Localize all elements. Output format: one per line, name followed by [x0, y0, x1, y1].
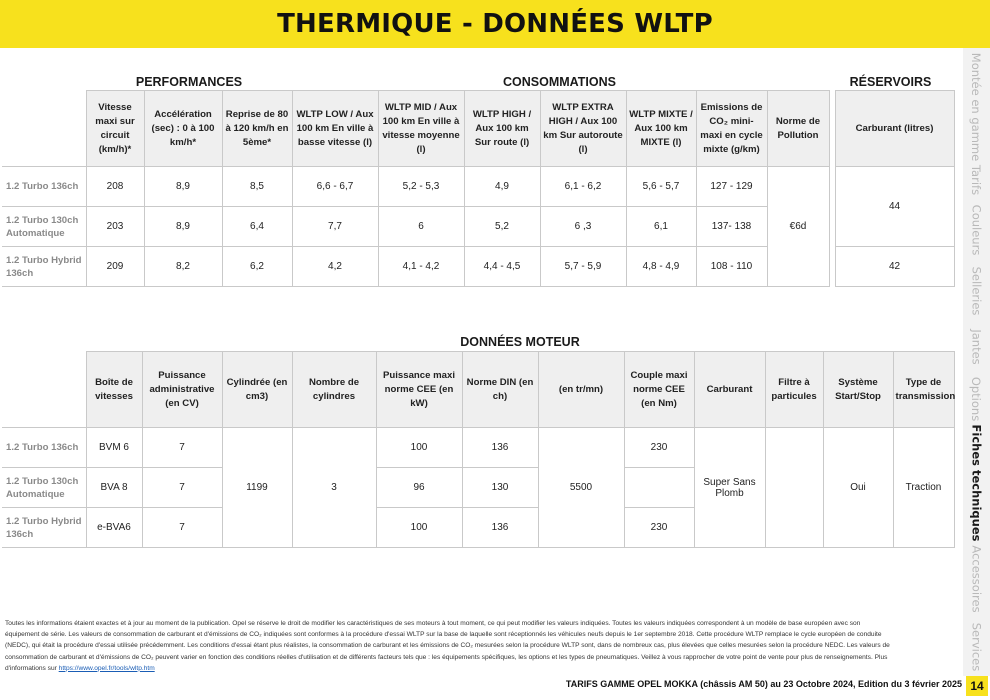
- header-wltp-mid: WLTP MID / Aux 100 km En ville à vitesse moyenne (l): [378, 91, 464, 167]
- header-puissance-admin: Puissance administrative (en CV): [142, 352, 222, 428]
- section-reservoirs: RÉSERVOIRS: [849, 75, 932, 89]
- wltp-table: [2, 90, 955, 287]
- cell-cylindree: 1199: [222, 428, 292, 548]
- footer-text: TARIFS GAMME OPEL MOKKA (châssis AM 50) au 23 Octobre 2024, Edition du 3 février 2025: [565, 679, 962, 689]
- cell-wltp-mixte: 4,8 - 4,9: [626, 247, 696, 287]
- row-label: 1.2 Turbo Hybrid 136ch: [2, 247, 86, 287]
- cell-reservoir: 44: [835, 167, 954, 247]
- row-label: 1.2 Turbo 136ch: [2, 167, 86, 207]
- header-wltp-extra-high: WLTP EXTRA HIGH / Aux 100 km Sur autoroute (l): [540, 91, 626, 167]
- nav-item-fiches-techniques[interactable]: Fiches techniques: [969, 424, 984, 542]
- cell-wltp-mixte: 6,1: [626, 207, 696, 247]
- cell-wltp-mid: 6: [378, 207, 464, 247]
- cell-filtre: [765, 428, 823, 548]
- engine-table: [2, 351, 955, 548]
- cell-wltp-mid: 5,2 - 5,3: [378, 167, 464, 207]
- table-row: [2, 428, 954, 468]
- cell-wltp-low: 4,2: [292, 247, 378, 287]
- nav-item-options[interactable]: Options: [969, 376, 984, 422]
- header-blank: [2, 91, 86, 167]
- cell-norme-din: 136: [462, 508, 538, 548]
- header-wltp-high: WLTP HIGH / Aux 100 km Sur route (l): [464, 91, 540, 167]
- header-puissance-cee: Puissance maxi norme CEE (en kW): [376, 352, 462, 428]
- nav-item-montee-en-gamme[interactable]: Montée en gamme: [969, 52, 984, 162]
- cell-couple: [624, 468, 694, 508]
- table-header-row: [2, 91, 954, 167]
- header-vitesse: Vitesse maxi sur circuit (km/h)*: [86, 91, 144, 167]
- table-row: [2, 167, 954, 207]
- cell-reprise: 6,2: [222, 247, 292, 287]
- row-label: 1.2 Turbo 136ch: [2, 428, 86, 468]
- cell-norme-din: 130: [462, 468, 538, 508]
- cell-couple: 230: [624, 508, 694, 548]
- header-norme-din: Norme DIN (en ch): [462, 352, 538, 428]
- cell-emissions: 108 - 110: [696, 247, 767, 287]
- header-filtre: Filtre à particules: [765, 352, 823, 428]
- nav-item-couleurs[interactable]: Couleurs: [969, 204, 984, 256]
- header-boite: Boîte de vitesses: [86, 352, 142, 428]
- cell-puissance-admin: 7: [142, 428, 222, 468]
- cell-tr-mn: 5500: [538, 428, 624, 548]
- cell-wltp-high: 4,9: [464, 167, 540, 207]
- nav-item-services[interactable]: Services: [969, 622, 984, 672]
- cell-wltp-mid: 4,1 - 4,2: [378, 247, 464, 287]
- cell-acceleration: 8,2: [144, 247, 222, 287]
- header-transmission: Type de transmission: [893, 352, 954, 428]
- cell-acceleration: 8,9: [144, 167, 222, 207]
- nav-item-jantes[interactable]: Jantes: [969, 329, 984, 365]
- cell-reprise: 6,4: [222, 207, 292, 247]
- cell-vitesse: 203: [86, 207, 144, 247]
- cell-norme-din: 136: [462, 428, 538, 468]
- row-label: 1.2 Turbo 130ch Automatique: [2, 468, 86, 508]
- cell-wltp-mixte: 5,6 - 5,7: [626, 167, 696, 207]
- cell-wltp-extra-high: 6,1 - 6,2: [540, 167, 626, 207]
- cell-reservoir: 42: [835, 247, 954, 287]
- header-norme-pollution: Norme de Pollution: [767, 91, 829, 167]
- cell-transmission: Traction: [893, 428, 954, 548]
- section-consommations: CONSOMMATIONS: [503, 75, 616, 89]
- side-navigation: [963, 48, 990, 676]
- cell-wltp-high: 4,4 - 4,5: [464, 247, 540, 287]
- header-emissions: Emissions de CO₂ mini-maxi en cycle mixte (g/km): [696, 91, 767, 167]
- table-header-row: [2, 352, 954, 428]
- section-performances: PERFORMANCES: [135, 75, 243, 89]
- header-acceleration: Accélération (sec) : 0 à 100 km/h*: [144, 91, 222, 167]
- nav-item-selleries[interactable]: Selleries: [969, 266, 984, 316]
- header-cylindree: Cylindrée (en cm3): [222, 352, 292, 428]
- cell-start-stop: Oui: [823, 428, 893, 548]
- wltp-link[interactable]: https://www.opel.fr/tools/wltp.htm: [58, 664, 155, 672]
- cell-cylindres: 3: [292, 428, 376, 548]
- cell-boite: e-BVA6: [86, 508, 142, 548]
- footnote: [5, 618, 895, 674]
- cell-boite: BVA 8: [86, 468, 142, 508]
- cell-acceleration: 8,9: [144, 207, 222, 247]
- header-carburant: Carburant: [694, 352, 765, 428]
- cell-couple: 230: [624, 428, 694, 468]
- page-number: 14: [966, 676, 988, 696]
- cell-emissions: 127 - 129: [696, 167, 767, 207]
- cell-puissance-cee: 96: [376, 468, 462, 508]
- header-start-stop: Système Start/Stop: [823, 352, 893, 428]
- cell-vitesse: 209: [86, 247, 144, 287]
- header-cylindres: Nombre de cylindres: [292, 352, 376, 428]
- cell-boite: BVM 6: [86, 428, 142, 468]
- cell-vitesse: 208: [86, 167, 144, 207]
- row-label: 1.2 Turbo Hybrid 136ch: [2, 508, 86, 548]
- cell-wltp-extra-high: 5,7 - 5,9: [540, 247, 626, 287]
- cell-reprise: 8,5: [222, 167, 292, 207]
- header-carburant-litres: Carburant (litres): [835, 91, 954, 167]
- cell-carburant: Super Sans Plomb: [694, 428, 765, 548]
- header-tr-mn: (en tr/mn): [538, 352, 624, 428]
- nav-item-tarifs[interactable]: Tarifs: [969, 164, 984, 196]
- cell-puissance-cee: 100: [376, 508, 462, 548]
- cell-puissance-admin: 7: [142, 508, 222, 548]
- header-reprise: Reprise de 80 à 120 km/h en 5ème*: [222, 91, 292, 167]
- cell-norme-pollution: €6d: [767, 167, 829, 287]
- section-donnees-moteur: DONNÉES MOTEUR: [460, 335, 580, 349]
- cell-puissance-cee: 100: [376, 428, 462, 468]
- nav-item-accessoires[interactable]: Accessoires: [969, 545, 984, 613]
- page-title: THERMIQUE - DONNÉES WLTP: [277, 9, 713, 39]
- header-wltp-mixte: WLTP MIXTE / Aux 100 km MIXTE (l): [626, 91, 696, 167]
- cell-wltp-low: 6,6 - 6,7: [292, 167, 378, 207]
- cell-emissions: 137- 138: [696, 207, 767, 247]
- title-bar: [0, 0, 990, 48]
- cell-wltp-extra-high: 6 ,3: [540, 207, 626, 247]
- header-blank: [2, 352, 86, 428]
- footnote-text: Toutes les informations étaient exactes et à jour au moment de la publication. Opel se réserve le droit de modifier les caractéristiques de ses moteurs à tout moment, ce qui peut modifier les valeurs indiquées. Toutes les valeurs indiquées correspondent à un modèle de base européen avec son équipement de série. Les valeurs de consommation de carburant et d'émissions de CO₂ indiquées sont conformes à la procédure d'essai WLTP sur la base de laquelle sont réceptionnés les véhicules neufs depuis le 1er septembre 2018. Cette procédure WLTP remplace le cycle européen de conduite (NEDC), qui était la procédure d'essai utilisée précédemment. Les conditions d'essai étant plus réalistes, la consommation de carburant et les émissions de CO₂ mesurées selon la procédure WLTP sont, dans de nombreux cas, plus élevées que celles mesurées selon la procédure NEDC. Les valeurs de consommation de carburant et d'émissions de CO₂ peuvent varier en fonction des conditions réelles d'utilisation et de différents facteurs tels que : les équipements spécifiques, les options et les types de pneumatiques. Veillez à vous rapprocher de votre point de vente pour plus de renseignements. Plus d'informations sur: [5, 620, 890, 672]
- cell-wltp-high: 5,2: [464, 207, 540, 247]
- cell-wltp-low: 7,7: [292, 207, 378, 247]
- header-wltp-low: WLTP LOW / Aux 100 km En ville à basse vitesse (l): [292, 91, 378, 167]
- cell-puissance-admin: 7: [142, 468, 222, 508]
- row-label: 1.2 Turbo 130ch Automatique: [2, 207, 86, 247]
- header-couple: Couple maxi norme CEE (en Nm): [624, 352, 694, 428]
